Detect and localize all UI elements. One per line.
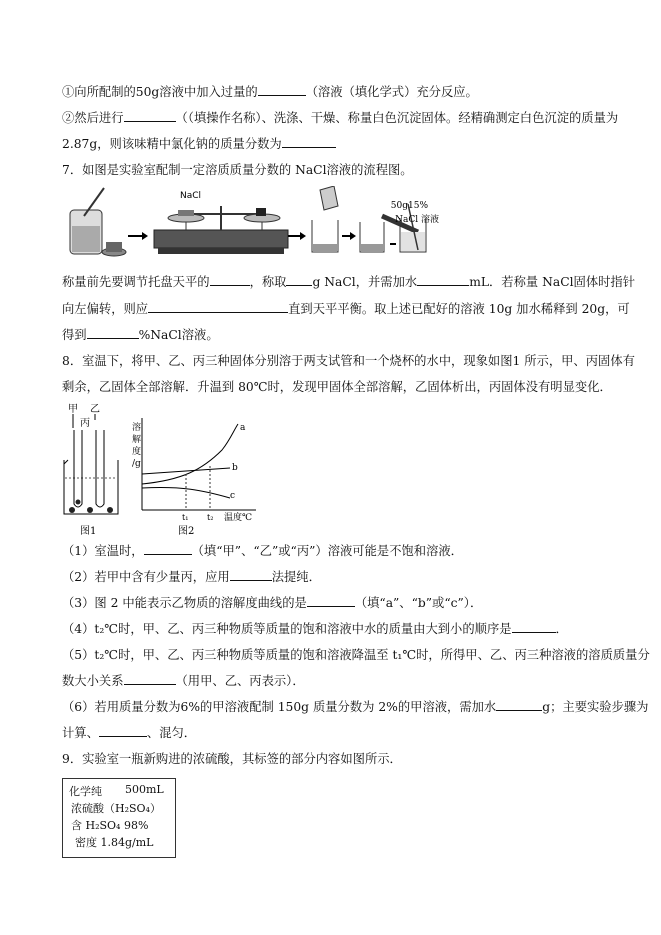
label-grade: 化学纯: [69, 785, 102, 798]
t1-tick: t₁: [182, 513, 189, 522]
q6-text: 2.87g，则该味精中氯化钠的质量分数为: [62, 137, 282, 151]
q7-text: 向左偏转，则应: [62, 302, 149, 316]
label-yi: 乙: [90, 404, 100, 415]
answer-blank[interactable]: [99, 724, 147, 737]
answer-blank[interactable]: [496, 698, 542, 711]
q7-text: mL．若称量 NaCl固体时指针: [469, 275, 636, 289]
bottle-label-concentration: 50g15%: [390, 201, 428, 211]
figure-1-caption: 图1: [80, 526, 97, 537]
t2-tick: t₂: [207, 513, 214, 522]
flow-arrow-icon: [128, 232, 148, 240]
answer-blank[interactable]: [124, 109, 176, 122]
solubility-figures: [62, 400, 272, 538]
q8-line-2: 剩余，乙固体全部溶解．升温到 80℃时，发现甲固体全部溶解，乙固体析出，丙固体没有明显变化．: [62, 380, 612, 394]
q8-part-5-line-1: （5）t₂℃时，甲、乙、丙三种物质等质量的饱和溶液降温至 t₁℃时，所得甲、乙、丙三种溶液的溶质质量分: [62, 648, 650, 662]
figure-1-test-tubes: [64, 403, 118, 537]
q8-line-1: 8．室温下，将甲、乙、丙三种固体分别溶于两支试管和一个烧杯的水中，现象如图1 所示，甲、丙固体有: [62, 354, 635, 368]
y-axis-label: 度: [132, 447, 142, 457]
answer-blank[interactable]: [512, 620, 556, 633]
flow-arrow-icon: [342, 232, 356, 240]
q8-text: （用甲、乙、丙表示）．: [175, 674, 305, 688]
q7-text: g NaCl，并需加水: [312, 275, 418, 289]
q8-text: （填“a”、“b”或“c”）．: [354, 596, 483, 610]
q6-text: （溶液（填化学式）充分反应。: [305, 85, 478, 99]
answer-blank[interactable]: [87, 326, 139, 339]
y-axis-label: /g: [132, 459, 141, 469]
q8-text: 法提纯．: [271, 570, 321, 584]
answer-blank[interactable]: [230, 568, 272, 581]
answer-blank[interactable]: [417, 273, 469, 286]
label-bing: 丙: [80, 418, 90, 429]
answer-blank[interactable]: [144, 542, 192, 555]
q6-text: ①向所配制的50g溶液中加入过量的: [62, 85, 258, 99]
q7-line-2: [62, 300, 630, 318]
q8-text: （填“甲”、“乙”或“丙”）溶液可能是不饱和溶液．: [191, 544, 463, 558]
q6-line-2: [62, 109, 618, 127]
answer-blank[interactable]: [307, 594, 355, 607]
q7-text: %NaCl溶液。: [138, 328, 219, 342]
x-axis-label: 温度℃: [224, 513, 253, 523]
q8-text: 数大小关系: [62, 674, 124, 688]
q7-line-3: [62, 326, 219, 344]
q6-line-1: [62, 83, 478, 101]
q8-text: （3）图 2 中能表示乙物质的溶解度曲线的是: [62, 596, 307, 610]
q8-part-6-line-2: [62, 724, 196, 742]
q8-part-1: [62, 542, 463, 560]
label-volume: 500mL: [125, 783, 164, 796]
curve-c-label: c: [230, 491, 236, 501]
q7-text: 直到天平平衡。取上述已配好的溶液 10g 加水稀释到 20g，可: [288, 302, 630, 316]
beaker-solid-illustration: [312, 186, 338, 252]
q8-part-5-line-2: [62, 672, 305, 690]
solution-prep-flow-figure: [62, 186, 440, 262]
q7-text: 得到: [62, 328, 87, 342]
q7-line-1: [62, 273, 635, 291]
curve-a-label: a: [240, 423, 246, 433]
answer-blank[interactable]: [286, 273, 312, 286]
nacl-jar-illustration: [70, 188, 126, 256]
q6-line-3: [62, 135, 336, 153]
curve-b-label: b: [232, 463, 238, 473]
figure-2-caption: 图2: [178, 526, 195, 537]
curve-c: [142, 487, 230, 498]
sulfuric-acid-label-card: [62, 778, 176, 858]
q8-text: （1）室温时，: [62, 544, 144, 558]
q8-text: g；主要实验步骤为: [542, 700, 649, 714]
answer-blank[interactable]: [258, 83, 306, 96]
q8-part-6-line-1: [62, 698, 648, 716]
q9-title: 9．实验室一瓶新购进的浓硫酸，其标签的部分内容如图所示．: [62, 752, 402, 766]
flow-arrow-icon: [288, 232, 306, 240]
figure-2-solubility-chart: [132, 418, 256, 537]
curve-a: [142, 424, 238, 484]
answer-blank[interactable]: [210, 273, 250, 286]
q6-text: ②然后进行: [62, 111, 124, 125]
balance-illustration: [154, 191, 288, 254]
q8-text: ．: [555, 622, 568, 636]
nacl-label: NaCl: [180, 191, 202, 201]
y-axis-label: 溶: [132, 423, 142, 433]
label-jia: 甲: [68, 404, 78, 415]
label-name: 浓硫酸（H₂SO₄）: [71, 802, 161, 815]
q6-text: （（填操作名称）、洗涤、干燥、称量白色沉淀固体。经精确测定白色沉淀的质量为: [175, 111, 619, 125]
q8-part-2: [62, 568, 321, 586]
q7-text: 称量前先要调节托盘天平的: [62, 275, 210, 289]
q8-text: （6）若用质量分数为6%的甲溶液配制 150g 质量分数为 2%的甲溶液，需加水: [62, 700, 497, 714]
q8-text: 计算、: [62, 726, 99, 740]
answer-blank[interactable]: [282, 135, 336, 148]
q8-text: （4）t₂℃时，甲、乙、丙三种物质等质量的饱和溶液中水的质量由大到小的顺序是: [62, 622, 512, 636]
answer-blank[interactable]: [124, 672, 176, 685]
q8-text: （2）若甲中含有少量丙，应用: [62, 570, 230, 584]
bottle-label-name: NaCl 溶液: [395, 215, 439, 225]
q7-text: ，称取: [249, 275, 287, 289]
q8-text: 、混匀．: [146, 726, 197, 740]
q8-part-3: [62, 594, 482, 612]
q7-title: 7．如图是实验室配制一定溶质质量分数的 NaCl溶液的流程图。: [62, 163, 413, 177]
label-content: 含 H₂SO₄ 98%: [71, 819, 149, 832]
curve-b: [142, 468, 230, 474]
answer-blank[interactable]: [148, 300, 288, 313]
label-density: 密度 1.84g/mL: [75, 836, 154, 849]
q8-part-4: [62, 620, 568, 638]
y-axis-label: 解: [132, 435, 142, 445]
